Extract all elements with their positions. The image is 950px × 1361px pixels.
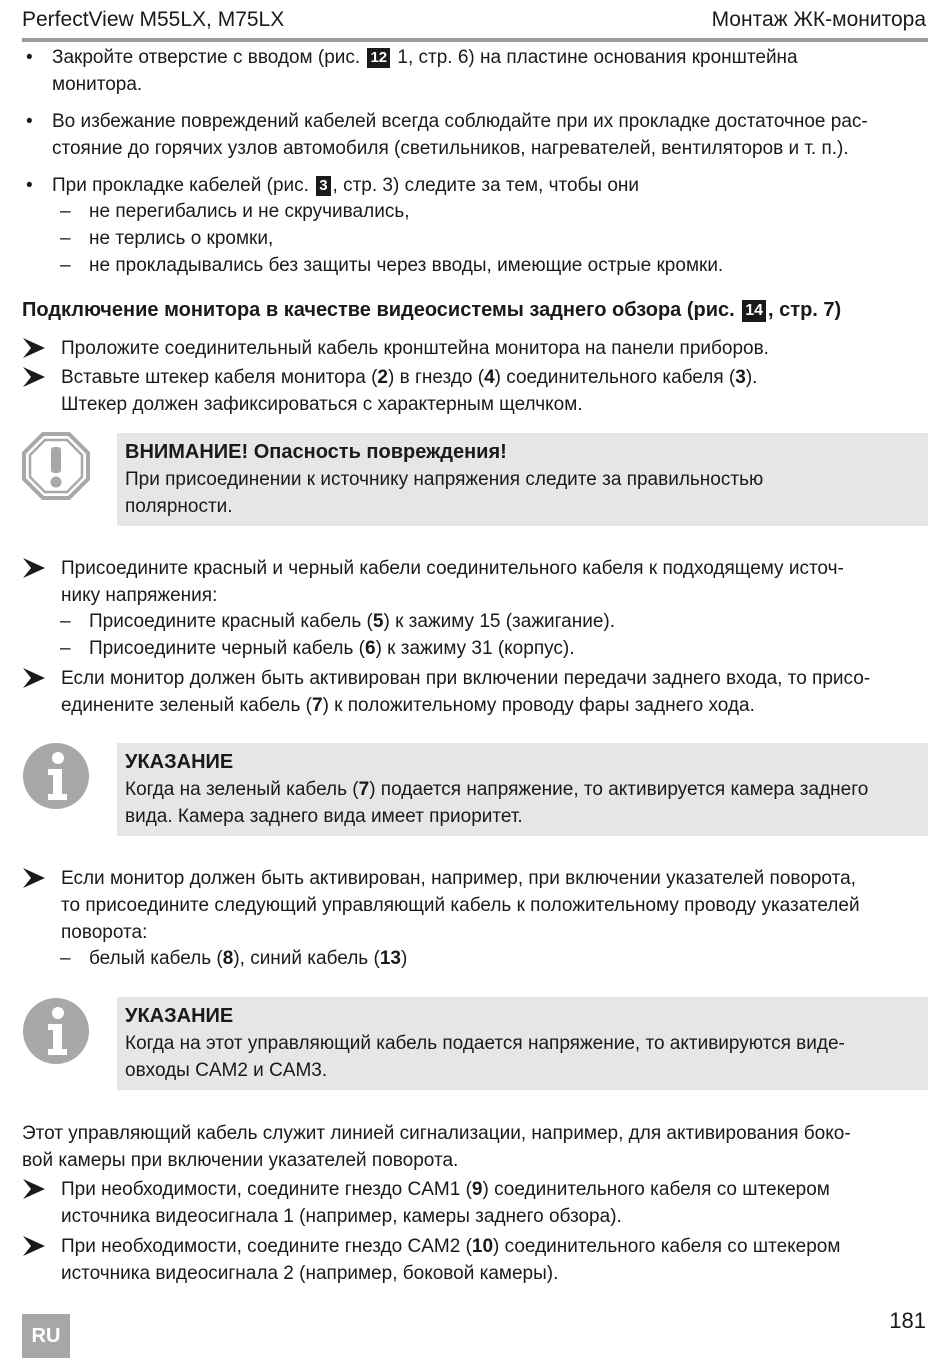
figure-ref: 3 — [316, 176, 330, 196]
paragraph-text: вой камеры при включении указателей поворота. — [22, 1150, 459, 1171]
step-text: ) соединительного кабеля ( — [494, 367, 736, 388]
note-title: УКАЗАНИЕ — [125, 1005, 234, 1027]
step-text: ) соединительного кабеля со штекером — [493, 1236, 841, 1257]
instruction-step — [22, 335, 928, 362]
step-text: ). — [745, 367, 758, 388]
sub-item-text: ) к зажиму 31 (корпус). — [375, 638, 575, 659]
sub-item-text: Присоедините красный кабель ( — [89, 611, 373, 632]
heading-text: , стр. 7) — [768, 299, 842, 321]
sub-item-text: Присоедините черный кабель ( — [89, 638, 365, 659]
arrow-bullet-icon — [22, 1178, 46, 1200]
step-text: Проложите соединительный кабель кронштейна монитора на панели приборов. — [61, 338, 769, 359]
header-section-title: Монтаж ЖК-монитора — [711, 8, 926, 31]
note-text: Когда на зеленый кабель ( — [125, 779, 359, 800]
note-title: УКАЗАНИЕ — [125, 751, 234, 773]
ref-number: 10 — [471, 1236, 494, 1257]
warning-text: При присоединении к источнику напряжения следите за правильностью — [125, 469, 764, 490]
arrow-bullet-icon — [22, 667, 46, 689]
heading-text: Подключение монитора в качестве видеосистемы заднего обзора (рис. — [22, 299, 741, 321]
step-text: ) к положительному проводу фары заднего хода. — [322, 695, 755, 716]
ref-number: 6 — [364, 638, 376, 659]
ref-number: 7 — [358, 779, 370, 800]
sub-item-text: ) к зажиму 15 (зажигание). — [383, 611, 616, 632]
bullet-item — [22, 44, 928, 98]
bullet-text: Во избежание повреждений кабелей всегда соблюдайте при их прокладке достаточное рас- — [52, 111, 868, 132]
bullet-text: При прокладке кабелей (рис. — [52, 175, 315, 196]
arrow-bullet-icon — [22, 867, 46, 889]
step-text: Если монитор должен быть активирован, например, при включении указателей поворота, — [61, 868, 856, 889]
ref-number: 13 — [379, 948, 401, 969]
arrow-bullet-icon — [22, 557, 46, 579]
ref-number: 3 — [735, 367, 746, 388]
note-text: ) подается напряжение, то активируется камера заднего — [369, 779, 869, 800]
ref-number: 2 — [377, 367, 388, 388]
figure-ref: 14 — [742, 300, 766, 322]
body-paragraph — [22, 1120, 928, 1174]
bullet-text: монитора. — [52, 74, 143, 95]
step-text: ) в гнездо ( — [387, 367, 485, 388]
arrow-bullet-icon — [22, 366, 46, 388]
figure-ref: 12 — [367, 48, 390, 68]
step-text: источника видеосигнала 2 (например, боковой камеры). — [61, 1263, 559, 1284]
step-text: При необходимости, соедините гнездо CAM1 ( — [61, 1179, 472, 1200]
bullet-symbol: • — [26, 111, 33, 132]
sub-item-text: белый кабель ( — [89, 948, 223, 969]
bullet-text: , стр. 3) следите за тем, чтобы они — [332, 175, 640, 196]
info-icon — [22, 997, 90, 1065]
instruction-step — [22, 364, 928, 418]
step-text: источника видеосигнала 1 (например, камеры заднего обзора). — [61, 1206, 622, 1227]
sub-list-item — [60, 198, 920, 225]
step-text: Штекер должен зафиксироваться с характерным щелчком. — [61, 394, 583, 415]
sub-item-text: ), синий кабель ( — [233, 948, 380, 969]
step-text: Присоедините красный и черный кабели соединительного кабеля к подходящему источ- — [61, 558, 844, 579]
header-product-title: PerfectView M55LX, M75LX — [22, 8, 285, 31]
info-icon — [22, 742, 90, 810]
step-text: единените зеленый кабель ( — [61, 695, 312, 716]
note-box — [117, 743, 928, 836]
language-badge: RU — [22, 1314, 70, 1358]
paragraph-text: Этот управляющий кабель служит линией сигнализации, например, для активирования боко- — [22, 1123, 851, 1144]
instruction-step — [22, 665, 928, 719]
dash-symbol: – — [60, 255, 71, 276]
step-text: При необходимости, соедините гнездо CAM2 ( — [61, 1236, 472, 1257]
dash-symbol: – — [60, 201, 71, 222]
note-text: овходы CAM2 и CAM3. — [125, 1060, 328, 1081]
section-heading — [22, 296, 932, 324]
warning-text: полярности. — [125, 496, 233, 517]
instruction-step — [22, 1176, 928, 1230]
sub-item-text: не прокладывались без защиты через вводы, имеющие острые кромки. — [89, 255, 724, 276]
step-text: поворота: — [61, 922, 148, 943]
instruction-step — [22, 865, 928, 946]
dash-symbol: – — [60, 611, 71, 632]
arrow-bullet-icon — [22, 337, 46, 359]
header-divider — [22, 38, 928, 42]
note-text: вида. Камера заднего вида имеет приоритет. — [125, 806, 523, 827]
bullet-symbol: • — [26, 175, 33, 196]
step-text: ) соединительного кабеля со штекером — [482, 1179, 830, 1200]
page-number: 181 — [889, 1308, 926, 1333]
dash-symbol: – — [60, 638, 71, 659]
warning-box — [117, 433, 928, 526]
bullet-item — [22, 108, 928, 162]
bullet-symbol: • — [26, 47, 33, 68]
note-text: Когда на этот управляющий кабель подается напряжение, то активируются виде- — [125, 1033, 845, 1054]
ref-number: 4 — [484, 367, 495, 388]
sub-list-item — [60, 252, 920, 279]
instruction-step — [22, 1233, 928, 1287]
dash-symbol: – — [60, 228, 71, 249]
warning-title: ВНИМАНИЕ! Опасность повреждения! — [125, 441, 507, 463]
bullet-text: Закройте отверстие с вводом (рис. — [52, 47, 366, 68]
bullet-text: 1, стр. 6) на пластине основания кронштейна — [392, 47, 798, 68]
sub-item-text: ) — [400, 948, 408, 969]
sub-item-text: не перегибались и не скручивались, — [89, 201, 410, 222]
ref-number: 8 — [222, 948, 234, 969]
instruction-step — [22, 555, 928, 609]
note-box — [117, 997, 928, 1090]
sub-list-item — [60, 635, 920, 662]
bullet-text: стояние до горячих узлов автомобиля (светильников, нагревателей, вентиляторов и т. п.). — [52, 138, 849, 159]
sub-list-item — [60, 945, 920, 972]
ref-number: 9 — [471, 1179, 483, 1200]
step-text: то присоедините следующий управляющий кабель к положительному проводу указателей — [61, 895, 860, 916]
step-text: нику напряжения: — [61, 585, 218, 606]
bullet-item — [22, 172, 928, 199]
step-text: Вставьте штекер кабеля монитора ( — [61, 367, 378, 388]
step-text: Если монитор должен быть активирован при включении передачи заднего входа, то присо- — [61, 668, 871, 689]
dash-symbol: – — [60, 948, 71, 969]
sub-list-item — [60, 608, 920, 635]
ref-number: 5 — [372, 611, 384, 632]
arrow-bullet-icon — [22, 1235, 46, 1257]
sub-item-text: не терлись о кромки, — [89, 228, 274, 249]
ref-number: 7 — [311, 695, 323, 716]
sub-list-item — [60, 225, 920, 252]
warning-octagon-icon — [22, 432, 90, 500]
